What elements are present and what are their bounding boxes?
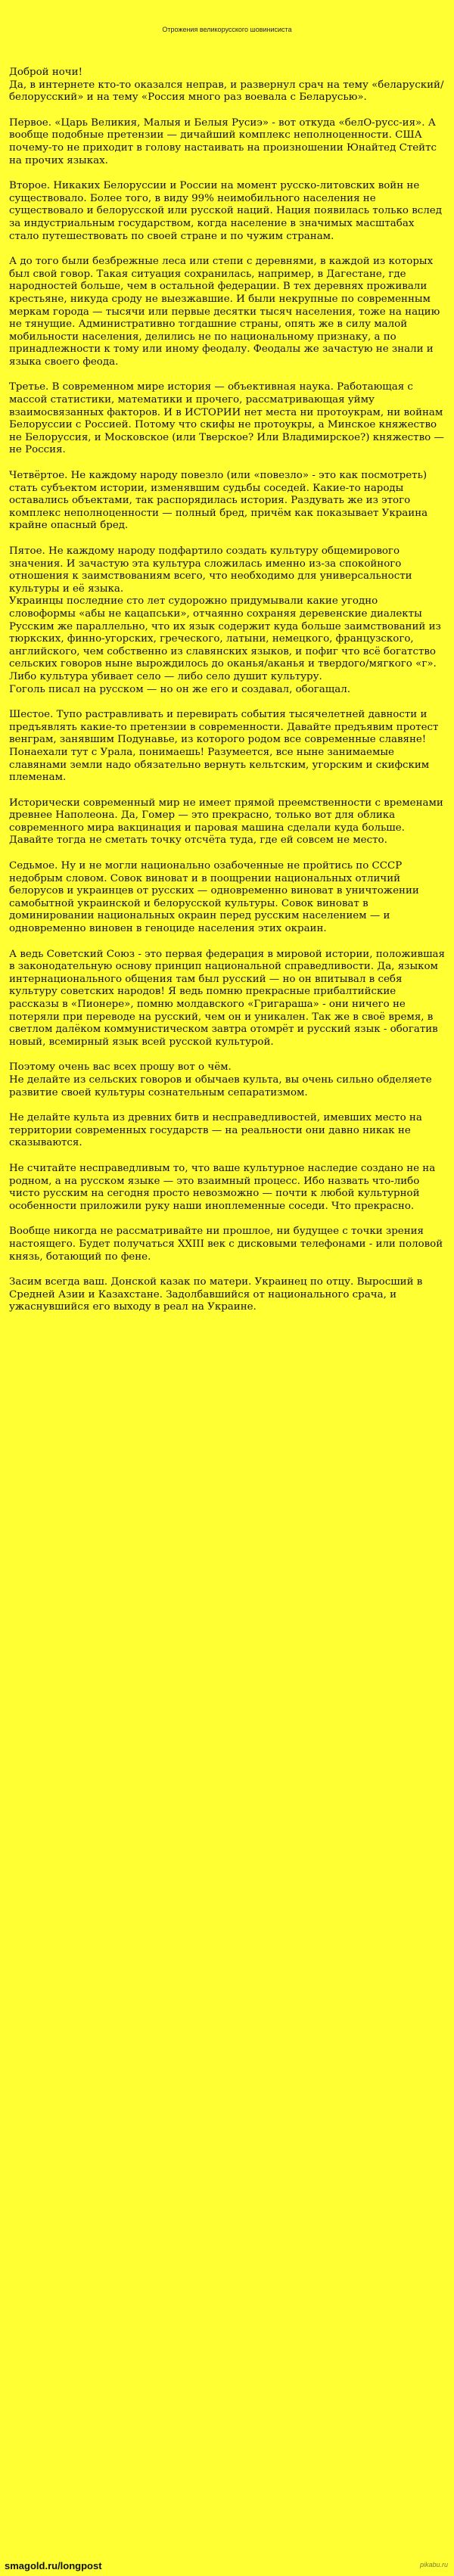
paragraph: Шестое. Тупо растравливать и перевирать события тысячелетней давности и предъявлять какие-то претензии в современности. Давайте предъявим протест венграм, занявшим Подунавье, из которого родом все современные славяне! Понаехали тут с Урала, понимаешь! Разумеется, все ныне занимаемые славянами земли надо обязательно вернуть кельтским, угорским и скифским племенам.	[9, 709, 439, 784]
paragraph: Засим всегда ваш. Донской казак по матери. Украинец по отцу. Выросший в Средней Азии и Казахстане. Задолбавшийся от национального срача, и ужаснувшийся его выходу в реал на Украине.	[9, 1276, 423, 1313]
page-title: Отрожения великорусского шовинисиста	[162, 26, 292, 33]
article-body	[9, 67, 445, 1314]
paragraph: А до того были безбрежные леса или степи с деревнями, в каждой из которых был свой говор. Такая ситуация сохранилась, например, в Дагестане, где народностей больше, чем в остальной федерации. В тех деревнях проживали крестьяне, никуда сроду не выезжавшие. И были некрупные по современным меркам города — тысячи или первые десятки тысяч населения, тоже на нацию не тянущие. Административно тогдашние страны, опять же в силу малой мобильности населения, делились не по национальному признаку, а по принадлежности к тому или иному феодалу. Феодалы же зачастую не знали и языка своего феода.	[9, 256, 440, 368]
watermark: pikabu.ru	[419, 2561, 448, 2568]
paragraph: Второе. Никаких Белоруссии и России на момент русско-литовских войн не существовало. Более того, в виду 99% неимобильного населения не существовало и белорусской или русской наций. Нация появилась только вслед за индустриальным государством, когда население в значимых масштабах стало путешествовать по своей стране и по чужим странам.	[9, 180, 442, 242]
paragraph: Пятое. Не каждому народу подфартило создать культуру общемирового значения. И зачастую эта культура сложилась именно из-за спокойного отношения к заимствованиям всего, что необходимо для универсальности культуры и её языка. Украинцы последние сто лет судорожно придумывали какие угодно словоформы «абы не кацапськи», отчаянно сохраняя деревенские диалекты Русским же параллельно, что их язык содержит куда больше заимствований из тюркских, финно-угорских, греческого, латыни, немецкого, французского, английского, чем собственно из славянских языков, и пофиг что всё богатство сельских говоров ныне вырождилось до оканья/аканья и твердого/мягкого «г». Либо культура убивает село — либо село душит культуру. Гоголь писал на русском — но он же его и создавал, обогащал.	[9, 545, 441, 695]
paragraph: Не считайте несправедливым то, что ваше культурное наследие создано не на родном, а на русском языке — это взаимный процесс. Ибо назвать что-либо чисто русским на сегодня просто невозможно — почти к любой культурной особенности приложили руку наши иноплеменные соседи. Что прекрасно.	[9, 1162, 436, 1212]
paragraph: Исторически современный мир не имеет прямой преемственности с временами древнее Наполеона. Да, Гомер — это прекрасно, только вот для облика современного мира вакцинация и паровая машина сделали куда больше. Давайте тогда не сметать точку отсчёта туда, где ей совсем не место.	[9, 797, 443, 847]
paragraph: Поэтому очень вас всех прошу вот о чём. Не делайте из сельских говоров и обычаев культа, вы очень сильно обделяете развитие своей культуры сознательным сепаратизмом.	[9, 1061, 432, 1098]
paragraph: Вообще никогда не рассматривайте ни прошлое, ни будущее с точки зрения настоящего. Будет получаться XXIII век с дисковыми телефонами - или половой князь, ботающий по фене.	[9, 1226, 443, 1263]
paragraph: Не делайте культа из древних битв и несправедливостей, имевших место на территории современных государств — на реальности они давно никак не сказываются.	[9, 1112, 422, 1149]
paragraph: Третье. В современном мире история — объективная наука. Работающая с массой статистики, математики и прочего, рассматривающая уйму взаимосвязанных факторов. И в ИСТОРИИ нет места ни протоукрам, ни войнам Белоруссии с Россией. Потому что скифы не протоукры, а Минское княжество не Белоруссия, и Московское (или Тверское? Или Владимирское?) княжество — не Россия.	[9, 381, 444, 456]
paragraph: Седьмое. Ну и не могли национально озабоченные не пройтись по СССР недобрым словом. Совок виноват и в поощрении национальных отличий белорусов и украинцев от русских — одновременно виноват в уничтожении самобытной украинской и белорусской культуры. Совок виноват в доминировании национальных окраин перед русским населением — и одновременно виновен в геноциде населения этих окраин.	[9, 860, 419, 935]
paragraph: Доброй ночи! Да, в интернете кто-то оказался неправ, и развернул срач на тему «беларуский/белорусский» и на тему «Россия много раз воевала с Беларусью».	[9, 67, 444, 104]
paragraph: Четвёртое. Не каждому народу повезло (или «повезло» - это как посмотреть) стать субъектом истории, изменявшим судьбы соседей. Какие-то народы оставались объектами, так распорядилась история. Раздувать же из этого комплекс неполноценности — полный бред, причём как показывает Украина крайне опасный бред.	[9, 470, 428, 532]
paragraph: Первое. «Царь Великия, Малыя и Белыя Русиэ» - вот откуда «белО-русс-ия». А вообще подобные претензии — дичайший комплекс неполноценности. США почему-то не приходит в голову настаивать на произношении Юнайтед Стейтс на прочих языках.	[9, 117, 437, 166]
source-link[interactable]: smagold.ru/longpost	[5, 2560, 102, 2571]
paragraph: А ведь Советский Союз - это первая федерация в мировой истории, положившая в законодательную основу принцип национальной справедливости. Да, языком интернационального общения там был русский — но он впитывал в себя культуру советских народов! Я ведь помню прекрасные прибалтийские рассказы в «Пионере», помню молдавского «Григараша» - они ничего не потеряли при переводе на русский, чем он и уникален. Так же в своё время, в светлом далёком коммунистическом завтра отомрёт и русский язык - обогатив новый, всемирный язык всей русской культурой.	[9, 948, 445, 1048]
